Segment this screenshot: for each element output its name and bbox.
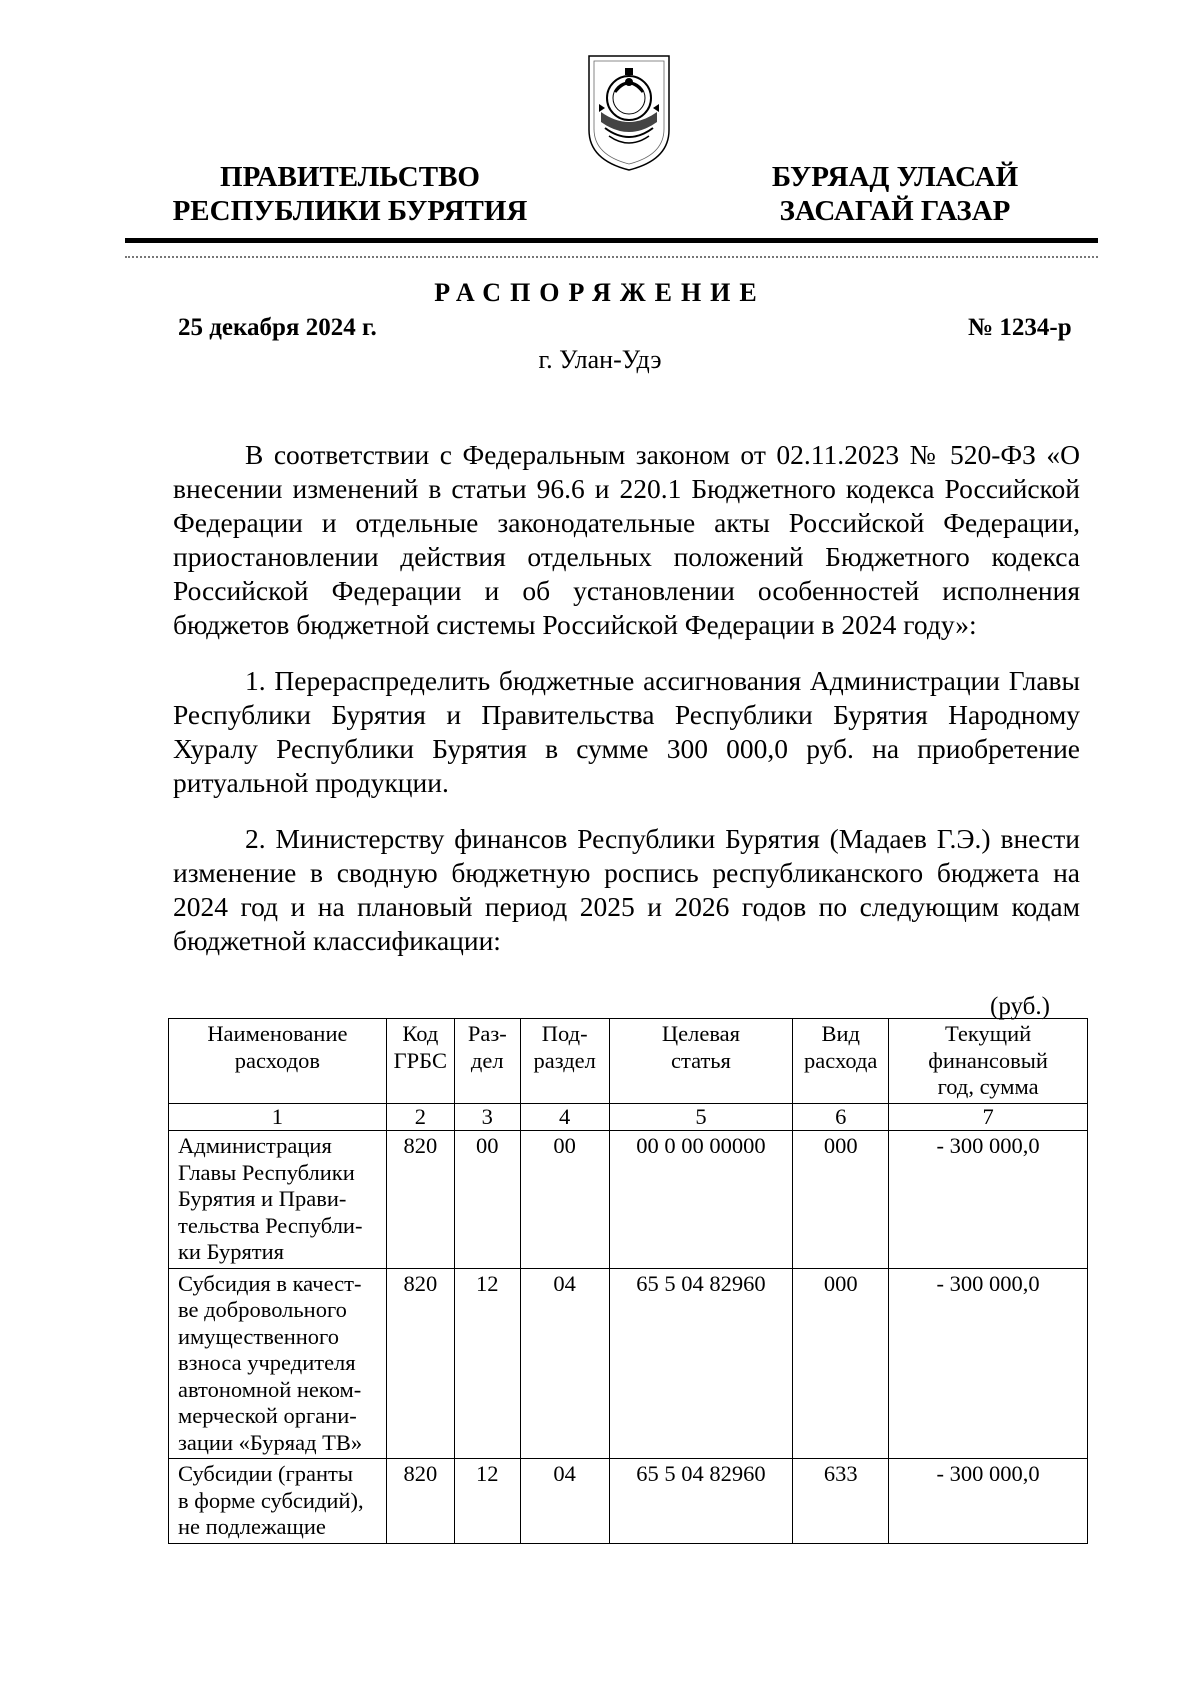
name-line: не подлежащие <box>178 1514 326 1539</box>
header-name <box>169 1019 387 1104</box>
header-divider-thin <box>125 256 1098 258</box>
header-line: Код <box>402 1021 439 1046</box>
cell-razdel: 12 <box>454 1268 520 1459</box>
header-line: Текущий <box>945 1021 1032 1046</box>
cell-target: 00 0 00 00000 <box>609 1131 793 1269</box>
header-line: дел <box>470 1047 504 1073</box>
body-paragraph-item-2: 2. Министерству финансов Республики Бурятия (Мадаев Г.Э.) внести изменение в сводную бюджетную роспись республиканского бюджета на 2024 год и на плановый период 2025 и 2026 годов по следующим кодам бюджетной классификации: <box>173 823 1080 956</box>
cell-name <box>169 1268 387 1459</box>
column-number: 4 <box>520 1103 609 1131</box>
body-paragraph-preamble: В соответствии с Федеральным законом от 02.11.2023 № 520-ФЗ «О внесении изменений в статьи 96.6 и 220.1 Бюджетного кодекса Российской Федерации и отдельные законодательные акты Российской Федерации, приостановлении действия отдельных положений Бюджетного кодекса Российской Федерации и об установлении особенностей исполнения бюджетов бюджетной системы Российской Федерации в 2024 году»: <box>173 439 1080 640</box>
name-line: Субсидии (гранты <box>178 1461 353 1486</box>
body-paragraph-item-1: 1. Перераспределить бюджетные ассигнования Администрации Главы Республики Бурятия и Правительства Республики Бурятия Народному Хуралу Республики Бурятия в сумме 300 000,0 руб. на приобретение ритуальной продукции. <box>173 665 1080 798</box>
header-line: расходов <box>234 1047 321 1073</box>
column-number: 1 <box>169 1103 387 1131</box>
name-line: Субсидия в качест- <box>178 1270 362 1296</box>
column-number: 6 <box>793 1103 889 1131</box>
cell-name <box>169 1131 387 1269</box>
organization-name-bua <box>735 160 1055 228</box>
name-line: мерческой органи- <box>178 1403 357 1428</box>
organization-name-ru <box>150 160 550 228</box>
header-line: расхода <box>804 1047 878 1073</box>
cell-podrazdel: 04 <box>520 1268 609 1459</box>
cell-sum: - 300 000,0 <box>889 1131 1088 1269</box>
cell-grbs: 820 <box>386 1131 454 1269</box>
header-razdel <box>454 1019 520 1104</box>
name-line: Главы Республики <box>178 1159 355 1185</box>
header-line: раздел <box>533 1047 596 1073</box>
header-divider-thick <box>125 238 1098 243</box>
cell-podrazdel: 00 <box>520 1131 609 1269</box>
header-line: статья <box>670 1047 731 1073</box>
name-line: автономной неком- <box>178 1376 362 1402</box>
header-line: Вид <box>821 1021 860 1046</box>
name-line: в форме субсидий), <box>178 1487 364 1513</box>
cell-sum: - 300 000,0 <box>889 1459 1088 1544</box>
name-line: ки Бурятия <box>178 1239 285 1264</box>
cell-sum: - 300 000,0 <box>889 1268 1088 1459</box>
document-city: г. Улан-Удэ <box>538 345 662 374</box>
header-line: финансовый <box>928 1047 1048 1073</box>
header-sum <box>889 1019 1088 1104</box>
cell-vid: 000 <box>793 1131 889 1269</box>
header-grbs <box>386 1019 454 1104</box>
header-line: год, сумма <box>937 1074 1039 1099</box>
document-date: 25 декабря 2024 г. <box>178 314 377 341</box>
cell-vid: 633 <box>793 1459 889 1544</box>
buryatia-coat-of-arms-icon <box>585 52 673 172</box>
org-name-line: ПРАВИТЕЛЬСТВО <box>220 161 480 193</box>
header-line: Под- <box>541 1021 588 1046</box>
column-number: 7 <box>889 1103 1088 1131</box>
header-vid <box>793 1019 889 1104</box>
header-target <box>609 1019 793 1104</box>
name-line: взноса учредителя <box>178 1350 356 1375</box>
cell-target: 65 5 04 82960 <box>609 1459 793 1544</box>
document-title: РАСПОРЯЖЕНИЕ <box>434 278 766 307</box>
cell-razdel: 00 <box>454 1131 520 1269</box>
header-line: Целевая <box>661 1021 741 1046</box>
table-row <box>169 1268 1088 1459</box>
cell-razdel: 12 <box>454 1459 520 1544</box>
name-line: тельства Республи- <box>178 1212 363 1238</box>
name-line: имущественного <box>178 1323 339 1349</box>
org-name-line: РЕСПУБЛИКИ БУРЯТИЯ <box>172 195 528 227</box>
table-unit-label: (руб.) <box>990 993 1050 1020</box>
cell-target: 65 5 04 82960 <box>609 1268 793 1459</box>
cell-name <box>169 1459 387 1544</box>
name-line: Бурятия и Прави- <box>178 1186 347 1211</box>
header-podrazdel <box>520 1019 609 1104</box>
budget-table <box>168 1018 1088 1544</box>
table-header-row <box>169 1019 1088 1104</box>
table-row <box>169 1131 1088 1269</box>
name-line: Администрация <box>178 1133 332 1158</box>
column-number: 2 <box>386 1103 454 1131</box>
cell-podrazdel: 04 <box>520 1459 609 1544</box>
column-number: 5 <box>609 1103 793 1131</box>
cell-vid: 000 <box>793 1268 889 1459</box>
header-line: Раз- <box>467 1021 507 1046</box>
column-number: 3 <box>454 1103 520 1131</box>
column-number-row <box>169 1103 1088 1131</box>
table-row <box>169 1459 1088 1544</box>
org-name-line: БУРЯАД УЛАСАЙ <box>771 161 1019 193</box>
name-line: ве добровольного <box>178 1297 347 1322</box>
document-number: № 1234-р <box>968 314 1072 341</box>
header-line: Наименование <box>207 1021 348 1046</box>
name-line: зации «Буряад ТВ» <box>178 1429 363 1455</box>
org-name-line: ЗАСАГАЙ ГАЗАР <box>779 195 1011 227</box>
cell-grbs: 820 <box>386 1459 454 1544</box>
cell-grbs: 820 <box>386 1268 454 1459</box>
header-line: ГРБС <box>393 1047 447 1073</box>
